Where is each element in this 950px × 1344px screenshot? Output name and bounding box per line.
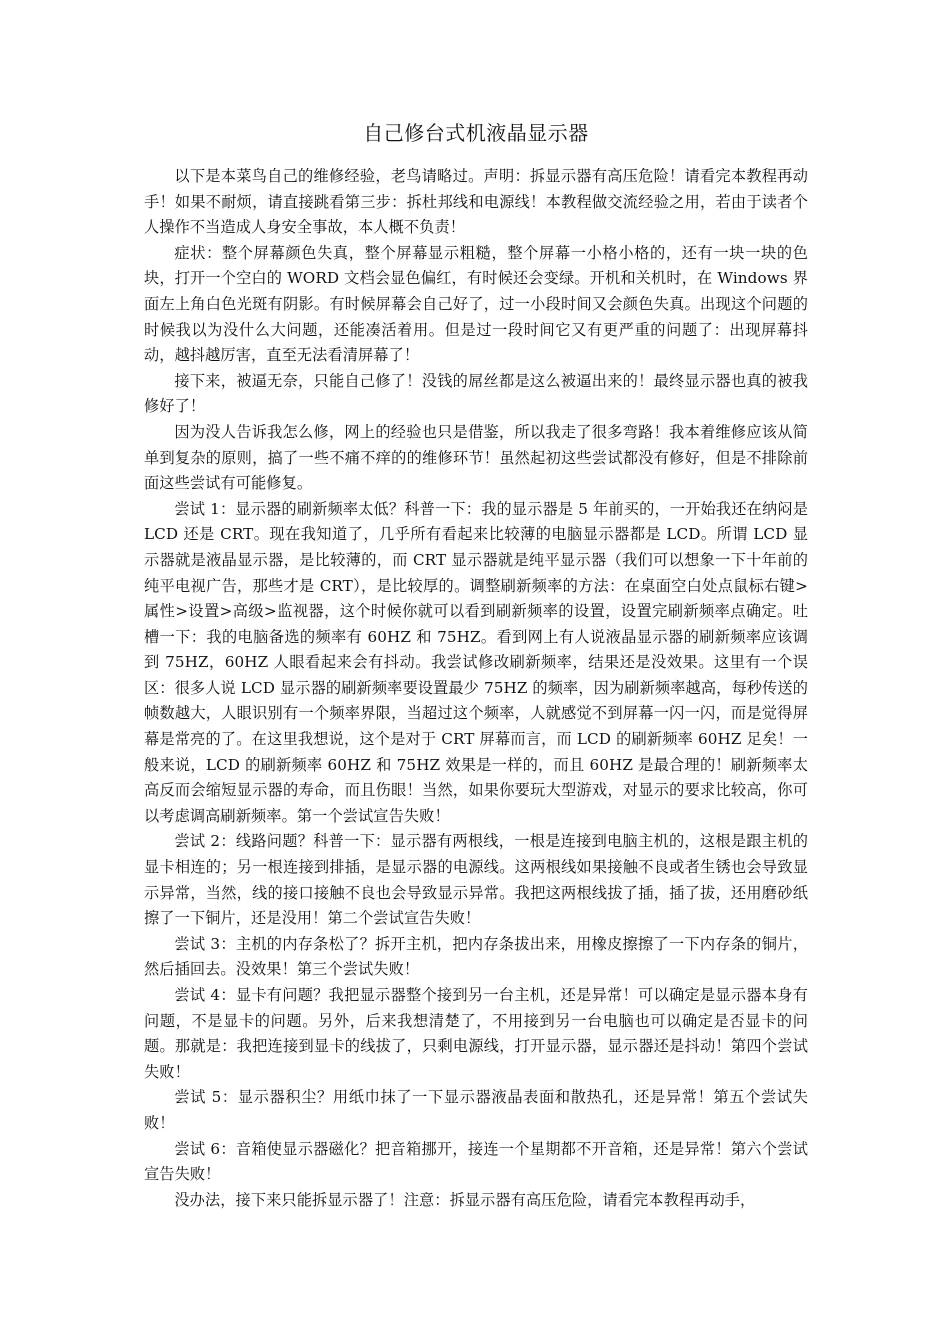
paragraph-attempt-3: 尝试 3：主机的内存条松了？拆开主机，把内存条拔出来，用橡皮擦擦了一下内存条的铜片，然后插回去。没效果！第三个尝试失败！ bbox=[144, 934, 808, 979]
paragraph-attempt-5: 尝试 5：显示器积尘？用纸巾抹了一下显示器液晶表面和散热孔，还是异常！第五个尝试失败！ bbox=[144, 1088, 808, 1132]
paragraph-next-step: 没办法，接下来只能拆显示器了！注意：拆显示器有高压危险，请看完本教程再动手， bbox=[174, 1190, 756, 1209]
document-page bbox=[144, 118, 808, 1213]
paragraph-attempt-6: 尝试 6：音箱使显示器磁化？把音箱挪开，接连一个星期都不开音箱，还是异常！第六个尝试宣告失败！ bbox=[144, 1139, 808, 1184]
paragraph-attempt-4: 尝试 4：显卡有问题？我把显示器整个接到另一台主机，还是异常！可以确定是显示器本身有问题，不是显卡的问题。另外，后来我想清楚了，不用接到另一台电脑也可以确定是否显卡的问题。那就是：我把连接到显卡的线拔了，只剩电源线，打开显示器，显示器还是抖动！第四个尝试失败！ bbox=[144, 986, 808, 1081]
paragraph-approach: 因为没人告诉我怎么修，网上的经验也只是借鉴，所以我走了很多弯路！我本着维修应该从简单到复杂的原则，搞了一些不痛不痒的的维修环节！虽然起初这些尝试都没有修好，但是不排除前面这些尝试有可能修复。 bbox=[144, 422, 808, 493]
paragraph-disclaimer: 以下是本菜鸟自己的维修经验，老鸟请略过。声明：拆显示器有高压危险！请看完本教程再动手！如果不耐烦，请直接跳看第三步：拆杜邦线和电源线！本教程做交流经验之用，若由于读者个人操作不当造成人身安全事故，本人概不负责！ bbox=[144, 167, 808, 237]
paragraph-symptoms: 症状：整个屏幕颜色失真，整个屏幕显示粗糙，整个屏幕一小格小格的，还有一块一块的色块，打开一个空白的 WORD 文档会显色偏红，有时候还会变绿。开机和关机时，在 Windows 界面左上角白色光斑有阴影。有时候屏幕会自己好了，过一小段时间又会颜色失真。出现这个问题的时候我以为没什么大问题，还能凑活着用。但是过一段时间它又有更严重的问题了：出现屏幕抖动，越抖越厉害，直至无法看清屏幕了！ bbox=[144, 243, 808, 365]
paragraph-attempt-2: 尝试 2：线路问题？科普一下：显示器有两根线，一根是连接到电脑主机的，这根是跟主机的显卡相连的；另一根连接到排插，是显示器的电源线。这两根线如果接触不良或者生锈也会导致显示异常，当然，线的接口接触不良也会导致显示异常。我把这两根线拔了插，插了拔，还用磨砂纸擦了一下铜片，还是没用！第二个尝试宣告失败！ bbox=[144, 832, 808, 928]
document-title: 自己修台式机液晶显示器 bbox=[363, 121, 589, 145]
paragraph-attempt-1: 尝试 1：显示器的刷新频率太低？科普一下：我的显示器是 5 年前买的，一开始我还在纳闷是 LCD 还是 CRT。现在我知道了，几乎所有看起来比较薄的电脑显示器都是 LCD。所谓 LCD 显示器就是液晶显示器，是比较薄的，而 CRT 显示器就是纯平显示器（我们可以想象一下十年前的纯平电视广告，那些才是 CRT），是比较厚的。调整刷新频率的方法：在桌面空白处点鼠标右键>属性>设置>高级>监视器，这个时候你就可以看到刷新频率的设置，设置完刷新频率点确定。吐槽一下：我的电脑备选的频率有 60HZ 和 75HZ。看到网上有人说液晶显示器的刷新频率应该调到 75HZ，60HZ 人眼看起来会有抖动。我尝试修改刷新频率，结果还是没效果。这里有一个误区：很多人说 LCD 显示器的刷新频率要设置最少 75HZ 的频率，因为刷新频率越高，每秒传送的帧数越大，人眼识别有一个频率界限，当超过这个频率，人就感觉不到屏幕一闪一闪，而是觉得屏幕是常亮的了。在这里我想说，这个是对于 CRT 屏幕而言，而 LCD 的刷新频率 60HZ 足矣！一般来说，LCD 的刷新频率 60HZ 和 75HZ 效果是一样的，而且 60HZ 是最合理的！刷新频率太高反而会缩短显示器的寿命，而且伤眼！当然，如果你要玩大型游戏，对显示的要求比较高，你可以考虑调高刷新频率。第一个尝试宣告失败！ bbox=[144, 499, 808, 825]
paragraph-decision: 接下来，被逼无奈，只能自己修了！没钱的屌丝都是这么被逼出来的！最终显示器也真的被我修好了！ bbox=[144, 371, 808, 416]
